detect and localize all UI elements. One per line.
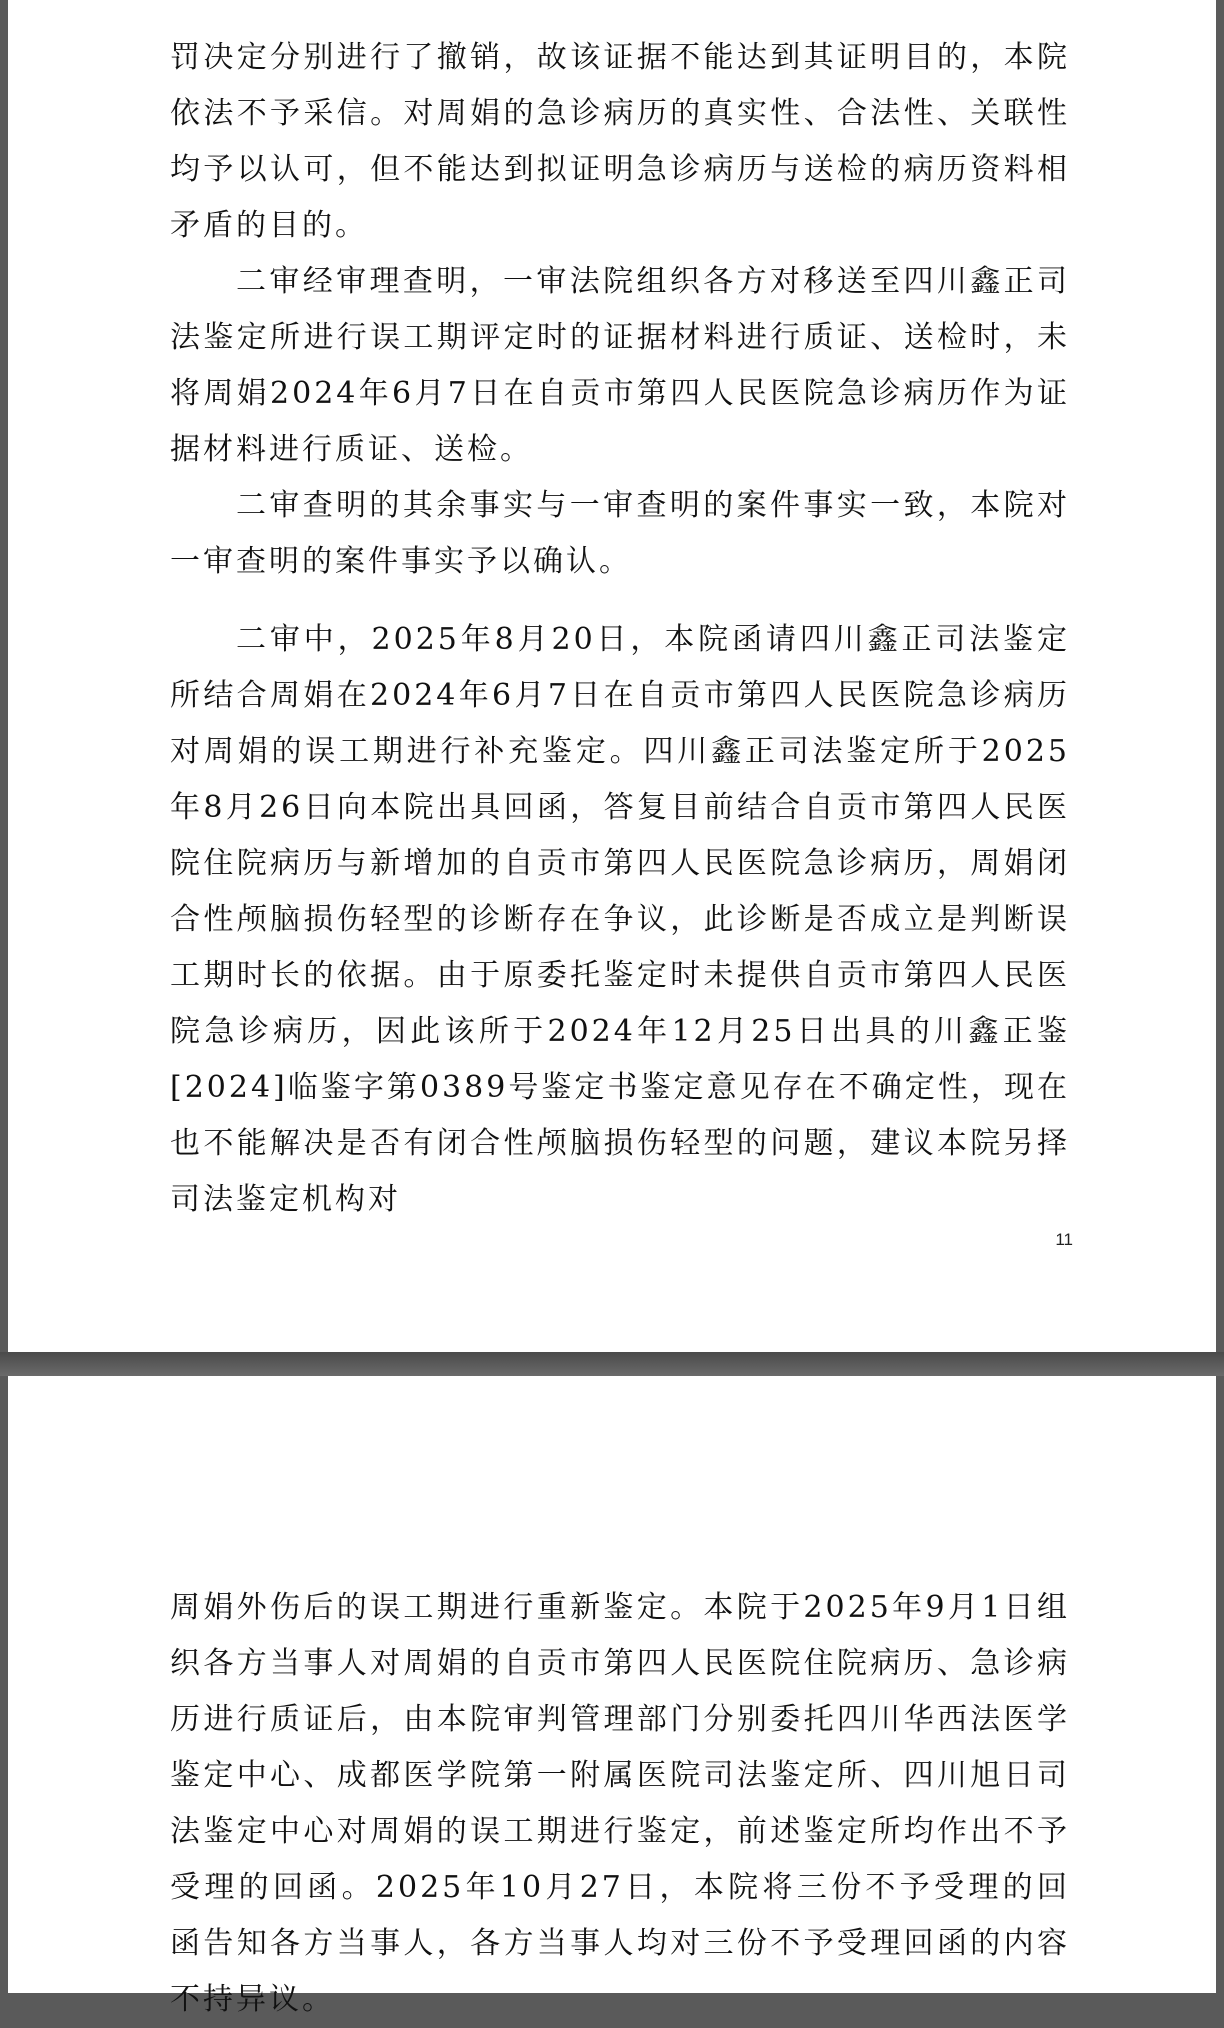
paragraph-facts-confirmed: 二审查明的其余事实与一审查明的案件事实一致，本院对一审查明的案件事实予以确认。 (170, 488, 1070, 579)
document-page-11 (8, 0, 1216, 1352)
page-number: 11 (1055, 1230, 1073, 1249)
paragraph-second-instance-findings: 二审经审理查明，一审法院组织各方对移送至四川鑫正司法鉴定所进行误工期评定时的证据材料进行质证、送检时，未将周娟2024年6月7日在自贡市第四人民医院急诊病历作为证据材料进行质证、送检。 (170, 264, 1070, 467)
page-separator (0, 1352, 1224, 1376)
paragraph-supplementary-appraisal: 二审中，2025年8月20日，本院函请四川鑫正司法鉴定所结合周娟在2024年6月7日在自贡市第四人民医院急诊病历对周娟的误工期进行补充鉴定。四川鑫正司法鉴定所于2025年8月26日向本院出具回函，答复目前结合自贡市第四人民医院住院病历与新增加的自贡市第四人民医院急诊病历，周娟闭合性颅脑损伤轻型的诊断存在争议，此诊断是否成立是判断误工期时长的依据。由于原委托鉴定时未提供自贡市第四人民医院急诊病历，因此该所于2024年12月25日出具的川鑫正鉴[2024]临鉴字第0389号鉴定书鉴定意见存在不确定性，现在也不能解决是否有闭合性颅脑损伤轻型的问题，建议本院另择司法鉴定机构对 (170, 622, 1070, 1217)
document-page-12 (8, 1376, 1216, 2017)
paragraph-evidence-ruling: 罚决定分别进行了撤销，故该证据不能达到其证明目的，本院依法不予采信。对周娟的急诊病历的真实性、合法性、关联性均予以认可，但不能达到拟证明急诊病历与送检的病历资料相矛盾的目的。 (170, 40, 1070, 243)
paragraph-reappraisal: 周娟外伤后的误工期进行重新鉴定。本院于2025年9月1日组织各方当事人对周娟的自贡市第四人民医院住院病历、急诊病历进行质证后，由本院审判管理部门分别委托四川华西法医学鉴定中心、成都医学院第一附属医院司法鉴定所、四川旭日司法鉴定中心对周娟的误工期进行鉴定，前述鉴定所均作出不予受理的回函。2025年10月27日，本院将三份不予受理的回函告知各方当事人，各方当事人均对三份不予受理回函的内容不持异议。 (170, 1590, 1070, 2017)
